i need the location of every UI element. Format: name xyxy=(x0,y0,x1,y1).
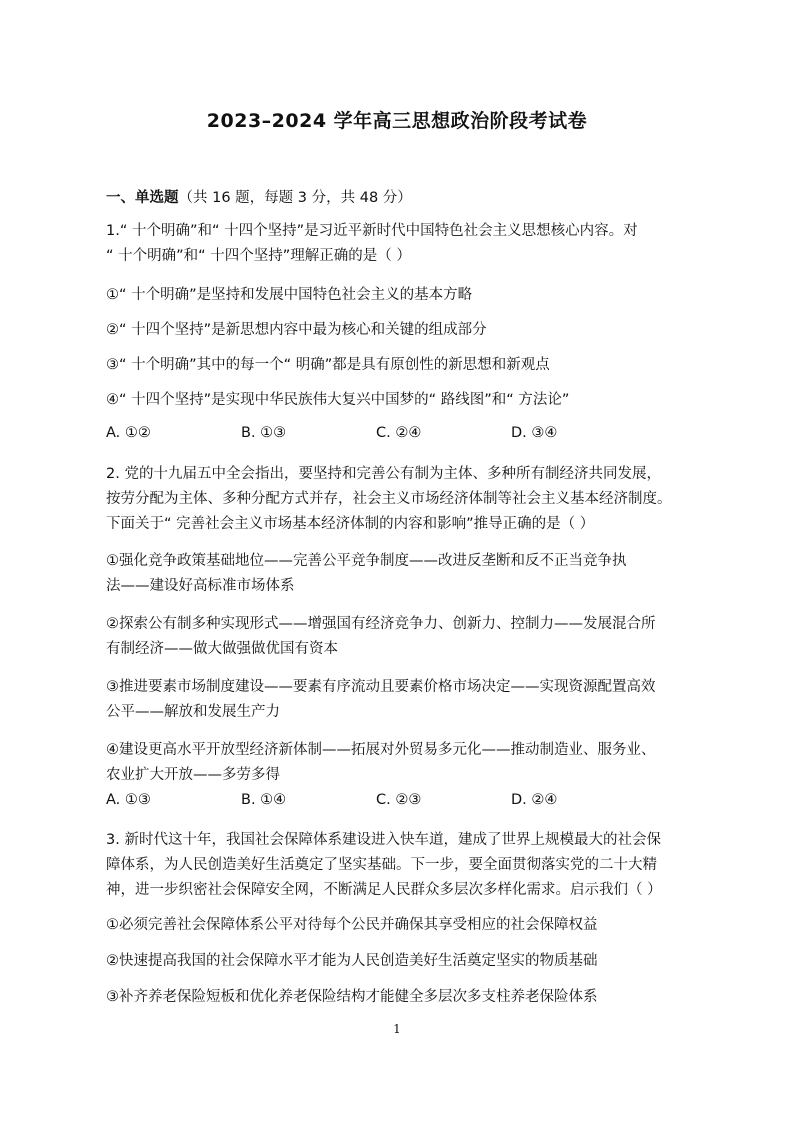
question-1-stem xyxy=(106,219,694,269)
question-2-item-4 xyxy=(106,738,694,788)
question-2-options xyxy=(106,792,666,808)
question-3-item-2: ②快速提高我国的社会保障水平才能为人民创造美好生活奠定坚实的物质基础 xyxy=(106,953,598,969)
question-2-option-c[interactable]: C. ②③ xyxy=(376,792,422,808)
question-2-item-line: ④建设更高水平开放型经济新体制——拓展对外贸易多元化——推动制造业、服务业、 xyxy=(106,742,656,758)
question-3-stem-line: 3. 新时代这十年，我国社会保障体系建设进入快车道，建成了世界上规模最大的社会保 xyxy=(106,832,661,848)
question-2-item-3 xyxy=(106,675,694,725)
question-2-item-1 xyxy=(106,549,694,599)
question-2-item-line: ①强化竞争政策基础地位——完善公平竞争制度——改进反垄断和反不正当竞争执 xyxy=(106,553,627,569)
question-1-item-3: ③“ 十个明确”其中的每一个“ 明确”都是具有原创性的新思想和新观点 xyxy=(106,357,550,373)
question-2-item-line: ③推进要素市场制度建设——要素有序流动且要素价格市场决定——实现资源配置高效 xyxy=(106,679,656,695)
question-2-option-d[interactable]: D. ②④ xyxy=(511,792,558,808)
question-2-item-line: 法——建设好高标准市场体系 xyxy=(106,578,295,594)
question-2-item-line: 农业扩大开放——多劳多得 xyxy=(106,767,280,783)
question-2-item-2 xyxy=(106,612,694,662)
question-2-stem-line: 按劳分配为主体、多种分配方式并存，社会主义市场经济体制等社会主义基本经济制度。 xyxy=(106,491,672,507)
question-1-stem-line: 1.“ 十个明确”和“ 十四个坚持”是习近平新时代中国特色社会主义思想核心内容。对 xyxy=(106,223,638,239)
section-heading-label: 一、单选题 xyxy=(106,190,179,206)
question-2-item-line: 公平——解放和发展生产力 xyxy=(106,704,280,720)
question-2-option-b[interactable]: B. ①④ xyxy=(241,792,287,808)
question-1-item-2: ②“ 十四个坚持”是新思想内容中最为核心和关键的组成部分 xyxy=(106,322,487,338)
question-2-item-line: ②探索公有制多种实现形式——增强国有经济竞争力、创新力、控制力——发展混合所 xyxy=(106,616,656,632)
question-1-options xyxy=(106,425,666,441)
question-1-item-4: ④“ 十四个坚持”是实现中华民族伟大复兴中国梦的“ 路线图”和“ 方法论” xyxy=(106,392,570,408)
question-1-option-b[interactable]: B. ①③ xyxy=(241,425,287,441)
question-3-item-1: ①必须完善社会保障体系公平对待每个公民并确保其享受相应的社会保障权益 xyxy=(106,917,598,933)
question-1-option-d[interactable]: D. ③④ xyxy=(511,425,558,441)
question-3-stem-line: 障体系，为人民创造美好生活奠定了坚实基础。下一步，要全面贯彻落实党的二十大精 xyxy=(106,857,657,873)
question-3-stem xyxy=(106,828,694,903)
section-heading xyxy=(106,186,412,207)
question-2-stem-line: 下面关于“ 完善社会主义市场基本经济体制的内容和影响”推导正确的是（ ） xyxy=(106,516,595,532)
question-1-item-1: ①“ 十个明确”是坚持和发展中国特色社会主义的基本方略 xyxy=(106,287,473,303)
question-2-stem xyxy=(106,462,694,537)
question-1-option-a[interactable]: A. ①② xyxy=(106,425,151,441)
question-2-option-a[interactable]: A. ①③ xyxy=(106,792,151,808)
page-number: 1 xyxy=(393,1022,401,1036)
question-2-stem-line: 2. 党的十九届五中全会指出，要坚持和完善公有制为主体、多种所有制经济共同发展， xyxy=(106,466,661,482)
question-2-item-line: 有制经济——做大做强做优国有资本 xyxy=(106,641,338,657)
exam-title: 2023–2024 学年高三思想政治阶段考试卷 xyxy=(206,110,588,132)
question-1-stem-line: “ 十个明确”和“ 十四个坚持”理解正确的是（ ） xyxy=(106,248,411,264)
question-3-stem-line: 神，进一步织密社会保障安全网，不断满足人民群众多层次多样化需求。启示我们（ ） xyxy=(106,882,662,898)
question-3-item-3: ③补齐养老保险短板和优化养老保险结构才能健全多层次多支柱养老保险体系 xyxy=(106,989,598,1005)
question-1-option-c[interactable]: C. ②④ xyxy=(376,425,422,441)
section-heading-note: （共 16 题，每题 3 分，共 48 分） xyxy=(178,190,412,206)
